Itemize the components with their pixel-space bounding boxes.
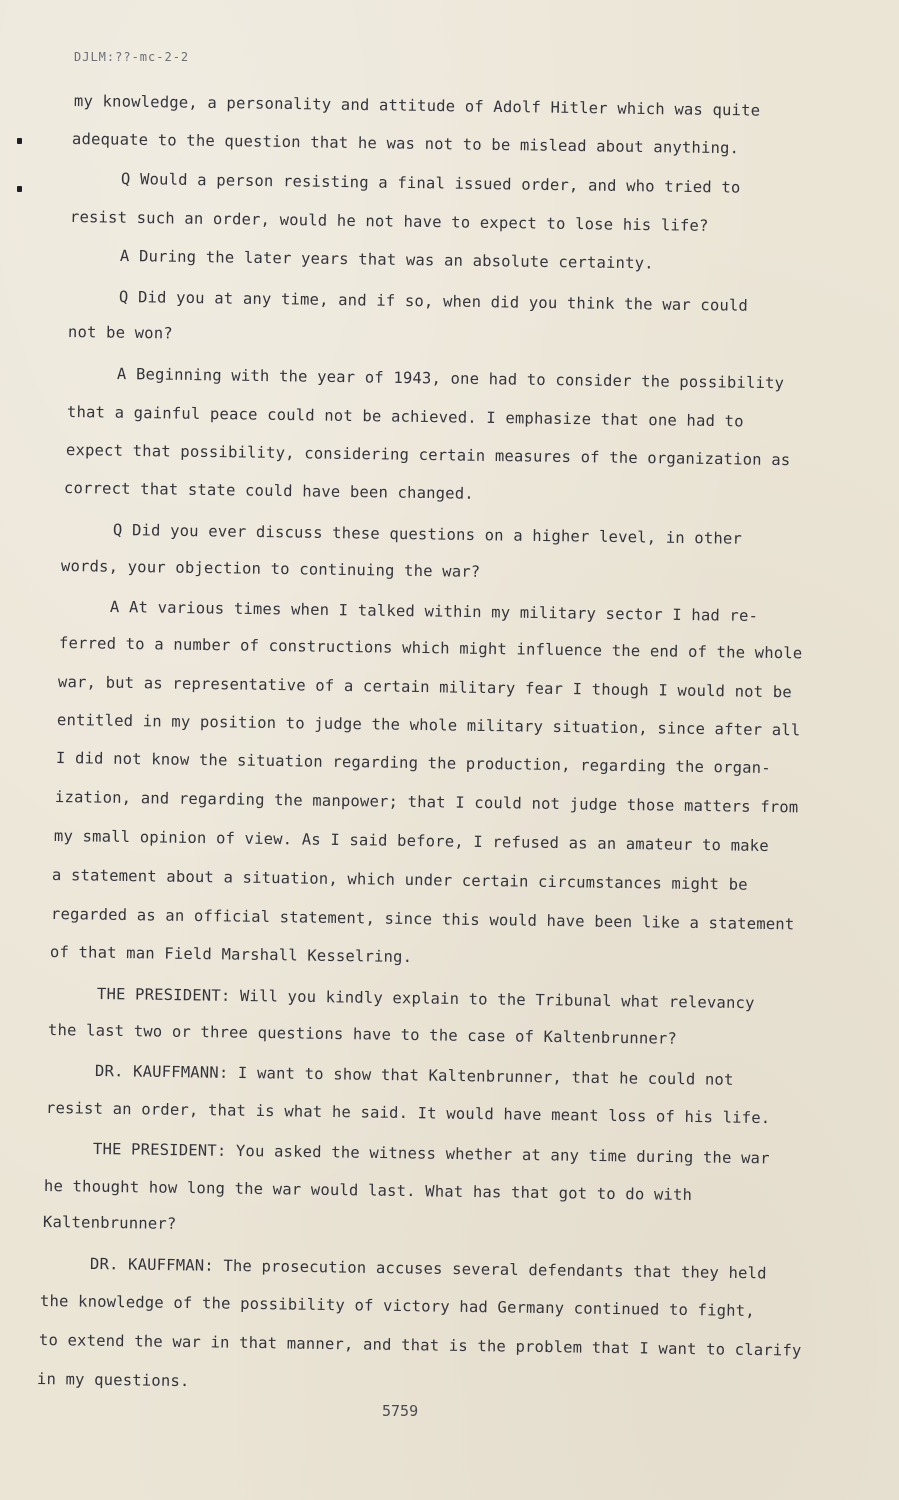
text-line: DR. KAUFFMAN: The prosecution accuses several defendants that they held <box>89 1255 767 1283</box>
page-header-code: DJLM:??-mc-2-2 <box>74 50 190 64</box>
text-line: resist an order, that is what he said. It would have meant loss of his life. <box>45 1099 771 1128</box>
text-line: Q Did you ever discuss these questions on a higher level, in other <box>112 521 743 548</box>
text-line: not be won? <box>67 323 173 343</box>
text-line: to extend the war in that manner, and that is the problem that I want to clarify <box>38 1331 802 1360</box>
text-line: the last two or three questions have to the case of Kaltenbrunner? <box>47 1021 678 1048</box>
text-line: THE PRESIDENT: Will you kindly explain to the Tribunal what relevancy <box>96 985 755 1013</box>
text-line: A During the later years that was an absolute certainty. <box>119 247 654 273</box>
text-line: of that man Field Marshall Kesselring. <box>49 943 413 967</box>
text-line: expect that possibility, considering certain measures of the organization as <box>65 441 791 470</box>
text-line: ization, and regarding the manpower; that I could not judge those matters from <box>54 788 799 817</box>
text-line: in my questions. <box>36 1370 190 1391</box>
text-line: DR. KAUFFMANN: I want to show that Kaltenbrunner, that he could not <box>94 1062 734 1089</box>
text-line: entitled in my position to judge the whole military situation, since after all <box>56 711 801 740</box>
text-line: A Beginning with the year of 1943, one had to consider the possibility <box>116 365 785 393</box>
margin-mark <box>17 186 22 192</box>
text-line: ferred to a number of constructions which might influence the end of the whole <box>58 634 803 663</box>
text-line: my knowledge, a personality and attitude of Adolf Hitler which was quite <box>73 92 761 120</box>
text-line: Q Would a person resisting a final issued order, and who tried to <box>120 170 741 197</box>
text-line: I did not know the situation regarding the production, regarding the organ- <box>55 749 771 777</box>
text-line: the knowledge of the possibility of victory had Germany continued to fight, <box>39 1292 755 1320</box>
text-line: that a gainful peace could not be achieved. I emphasize that one had to <box>66 403 744 431</box>
text-line: A At various times when I talked within my military sector I had re- <box>109 598 759 626</box>
text-line: war, but as representative of a certain military fear I though I would not be <box>57 673 793 702</box>
text-line: resist such an order, would he not have to expect to lose his life? <box>69 208 709 235</box>
text-line: regarded as an official statement, since this would have been like a statement <box>50 905 795 934</box>
text-line: words, your objection to continuing the war? <box>60 557 481 581</box>
text-line: Q Did you at any time, and if so, when did you think the war could <box>118 288 749 315</box>
text-line: correct that state could have been changed. <box>63 479 474 503</box>
text-line: adequate to the question that he was not to be mislead about anything. <box>71 130 740 158</box>
text-line: THE PRESIDENT: You asked the witness whether at any time during the war <box>92 1140 770 1168</box>
text-line: my small opinion of view. As I said before, I refused as an amateur to make <box>53 827 769 855</box>
text-line: Kaltenbrunner? <box>42 1213 177 1233</box>
text-line: he thought how long the war would last. What has that got to do with <box>43 1177 693 1205</box>
margin-mark <box>17 138 22 144</box>
page-number: 5759 <box>382 1402 419 1420</box>
text-line: a statement about a situation, which under certain circumstances might be <box>51 866 748 894</box>
